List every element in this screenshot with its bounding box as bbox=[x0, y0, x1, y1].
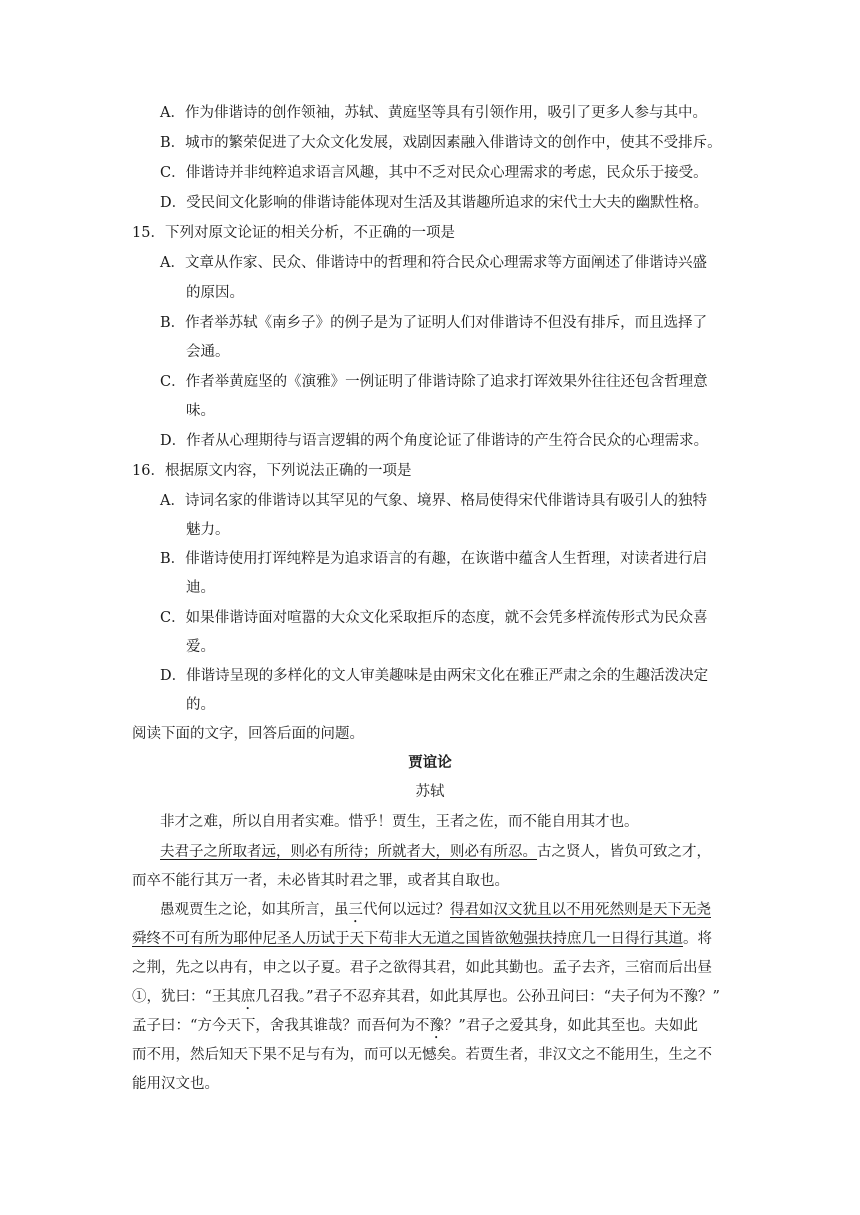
underlined-sentence: 得君如汉文犹且以不用死然则是天下无尧 bbox=[450, 902, 711, 918]
q16-option-a-cont: 魅力。 bbox=[186, 522, 230, 538]
q16-stem: 16．根据原文内容，下列说法正确的一项是 bbox=[132, 463, 412, 479]
q16-option-d: D．俳谐诗呈现的多样化的文人审美趣味是由两宋文化在雅正严肃之余的生趣活泼决定 bbox=[160, 668, 709, 684]
dotted-char: 庶 bbox=[240, 989, 256, 1005]
q16-option-d-cont: 的。 bbox=[186, 697, 215, 713]
text-span: 愚观贾生之论，如其所言，虽 bbox=[160, 902, 349, 918]
passage-paragraph-3-line-6: 而不用，然后知天下果不足与有为，而可以无憾矣。若贾生者，非汉文之不能用生，生之不 bbox=[132, 1047, 712, 1063]
q15-option-c: C．作者举黄庭坚的《演雅》一例证明了俳谐诗除了追求打诨效果外往往还包含哲理意 bbox=[160, 374, 708, 390]
q14-option-c: C．俳谐诗并非纯粹追求语言风趣，其中不乏对民众心理需求的考虑，民众乐于接受。 bbox=[160, 165, 708, 181]
q15-option-d: D．作者从心理期待与语言逻辑的两个角度论证了俳谐诗的产生符合民众的心理需求。 bbox=[160, 433, 709, 449]
passage-paragraph-3-line-3: 之荆，先之以冉有，申之以子夏。君子之欲得其君，如此其勤也。孟子去齐，三宿而后出昼 bbox=[132, 960, 712, 976]
underlined-sentence: 夫君子之所取者远，则必有所待；所就者大，则必有所忍。 bbox=[160, 844, 537, 860]
q15-option-b: B．作者举苏轼《南乡子》的例子是为了证明人们对俳谐诗不但没有排斥，而且选择了 bbox=[160, 315, 708, 331]
q15-stem: 15．下列对原文论证的相关分析，不正确的一项是 bbox=[132, 225, 455, 241]
passage-paragraph-3 bbox=[160, 900, 711, 926]
dotted-char: 三 bbox=[348, 902, 363, 918]
passage-paragraph-2 bbox=[160, 842, 711, 862]
passage-paragraph-3-line-4 bbox=[132, 987, 720, 1013]
passage-author: 苏轼 bbox=[415, 784, 445, 800]
q14-option-a: A．作为俳谐诗的创作领袖，苏轼、黄庭坚等具有引领作用，吸引了更多人参与其中。 bbox=[160, 105, 707, 121]
text-span: 古之贤人，皆负可致之才， bbox=[537, 844, 711, 860]
text-span: 代何以远过？ bbox=[363, 902, 450, 918]
q16-option-c: C．如果俳谐诗面对喧嚣的大众文化采取拒斥的态度，就不会凭多样流传形式为民众喜 bbox=[160, 610, 708, 626]
passage-paragraph-3-line-7: 能用汉文也。 bbox=[132, 1076, 219, 1092]
passage-paragraph-1: 非才之难，所以自用者实难。惜乎！贾生，王者之佐，而不能自用其才也。 bbox=[160, 814, 639, 830]
dotted-char: 豫 bbox=[429, 1018, 444, 1034]
q16-option-c-cont: 爱。 bbox=[186, 639, 215, 655]
text-span: 。将 bbox=[683, 931, 712, 947]
underlined-sentence: 舜终不可有所为耶仲尼圣人历试于天下苟非大无道之国皆欲勉强扶持庶几一日得行其道 bbox=[132, 931, 683, 947]
q15-option-a: A．文章从作家、民众、俳谐诗中的哲理和符合民众心理需求等方面阐述了俳谐诗兴盛 bbox=[160, 255, 707, 271]
reading-instruction: 阅读下面的文字，回答后面的问题。 bbox=[132, 726, 364, 742]
text-span: ①，犹曰：“王其 bbox=[132, 989, 241, 1005]
text-span: 孟子曰：“方今天下，舍我其谁哉？而吾何为不 bbox=[132, 1018, 430, 1034]
q15-option-a-cont: 的原因。 bbox=[186, 285, 244, 301]
passage-paragraph-2-cont: 而卒不能行其万一者，未必皆其时君之罪，或者其自取也。 bbox=[132, 873, 509, 889]
passage-paragraph-3-line-2 bbox=[132, 929, 712, 949]
q16-option-b-cont: 迪。 bbox=[186, 580, 215, 596]
text-span: 几召我。”君子不忍弃其君，如此其厚也。公孙丑问曰：“夫子何为不豫？” bbox=[255, 989, 720, 1005]
passage-paragraph-3-line-5 bbox=[132, 1016, 698, 1042]
q15-option-b-cont: 会通。 bbox=[186, 344, 230, 360]
q16-option-b: B．俳谐诗使用打诨纯粹是为追求语言的有趣，在诙谐中蕴含人生哲理，对读者进行启 bbox=[160, 551, 708, 567]
q16-option-a: A．诗词名家的俳谐诗以其罕见的气象、境界、格局使得宋代俳谐诗具有吸引人的独特 bbox=[160, 493, 707, 509]
text-span: ？”君子之爱其身，如此其至也。夫如此 bbox=[443, 1018, 698, 1034]
q15-option-c-cont: 味。 bbox=[186, 403, 215, 419]
q14-option-d: D．受民间文化影响的俳谐诗能体现对生活及其谐趣所追求的宋代士大夫的幽默性格。 bbox=[160, 195, 709, 211]
passage-title: 贾谊论 bbox=[408, 754, 452, 771]
q14-option-b: B．城市的繁荣促进了大众文化发展，戏剧因素融入俳谐诗文的创作中，使其不受排斥。 bbox=[160, 135, 722, 151]
